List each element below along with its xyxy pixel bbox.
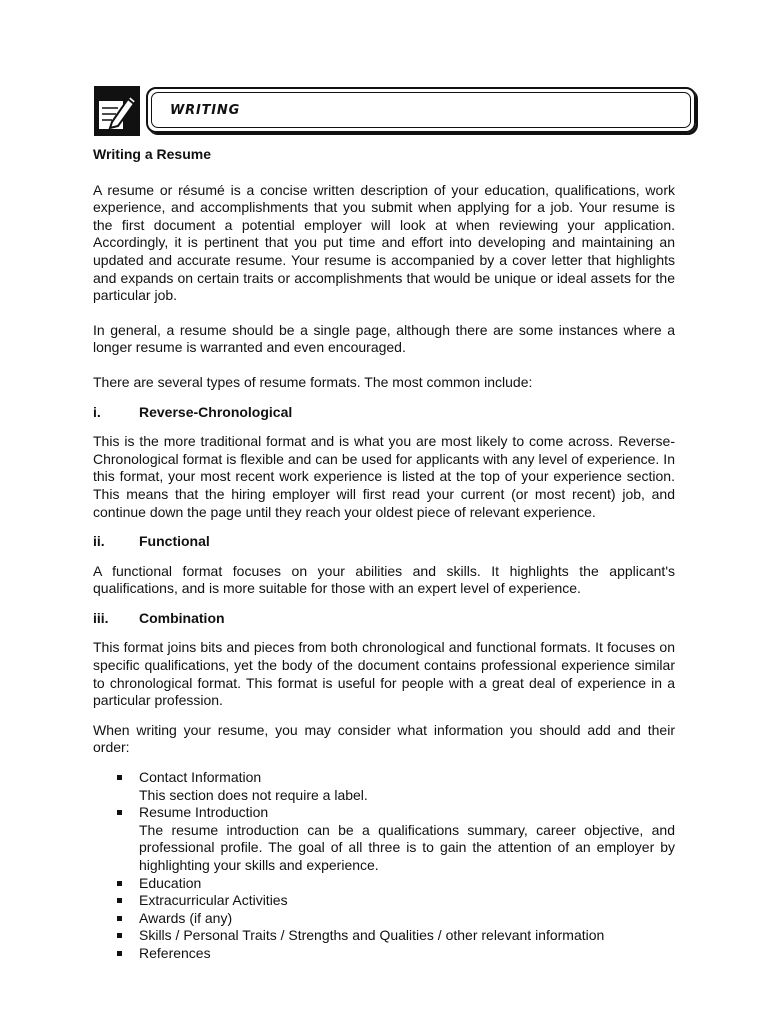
section-header-title: WRITING [170,103,241,118]
list-item [93,945,675,963]
list-item [93,769,675,804]
list-item-description: The resume introduction can be a qualifications summary, career objective, and professional profile. The goal of all three is to gain the attention of an employer by highlighting your skills and experience. [139,821,675,873]
list-item-label: Resume Introduction [139,804,269,821]
list-item [93,910,675,928]
length-paragraph: In general, a resume should be a single page, although there are some instances where a longer resume is warranted and even encouraged. [93,321,675,356]
list-item [93,927,675,945]
writing-pencil-icon [94,86,140,136]
list-item-label: Awards (if any) [139,909,233,926]
section-number: i. [93,403,101,420]
list-item-label: Education [139,874,202,891]
formats-intro: There are several types of resume formats. The most common include: [93,373,533,390]
section-number: ii. [93,533,105,550]
document-body [93,146,675,963]
section-text-reverse-chronological: This is the more traditional format and is what you are most likely to come across. Reverse-Chronological format is flexible and can be used for applicants with any level of experience. In this format, your most recent work experience is listed at the top of your experience section. This means that the hiring employer will first read your current (or most recent) job, and continue down the page until they reach your oldest piece of relevant experience. [93,433,675,520]
list-item [93,804,675,874]
section-number: iii. [93,609,109,626]
document-title: Writing a Resume [93,146,211,162]
list-item [93,875,675,893]
section-title: Reverse-Chronological [139,403,293,420]
section-title: Combination [139,609,225,626]
section-text-combination: This format joins bits and pieces from both chronological and functional formats. It focuses on specific qualifications, yet the body of the document contains professional experience similar to chronological format. This format is useful for people with a great deal of experience in a particular profession. [93,639,675,709]
section-heading-functional [93,533,675,551]
section-title: Functional [139,533,210,550]
resume-sections-list [93,769,675,963]
list-item-label: Extracurricular Activities [139,892,288,909]
list-intro: When writing your resume, you may consider what information you should add and their order: [93,721,675,756]
list-item [93,892,675,910]
list-item-label: Contact Information [139,769,262,786]
list-item-description: This section does not require a label. [139,786,368,803]
list-item-label: References [139,944,211,961]
section-text-functional: A functional format focuses on your abilities and skills. It highlights the applicant's qualifications, and is more suitable for those with an expert level of experience. [93,562,675,597]
section-header-box [146,87,696,133]
section-heading-reverse-chronological [93,404,675,422]
section-heading-combination [93,610,675,628]
intro-paragraph: A resume or résumé is a concise written description of your education, qualifications, work experience, and accomplishments that you submit when applying for a job. Your resume is the first document a potential employer will look at when reviewing your application. Accordingly, it is pertinent that you put time and effort into developing and maintaining an updated and accurate resume. Your resume is accompanied by a cover letter that highlights and expands on certain traits or accomplishments that would be unique or ideal assets for the particular job. [93,181,675,304]
list-item-label: Skills / Personal Traits / Strengths and Qualities / other relevant information [139,927,605,944]
